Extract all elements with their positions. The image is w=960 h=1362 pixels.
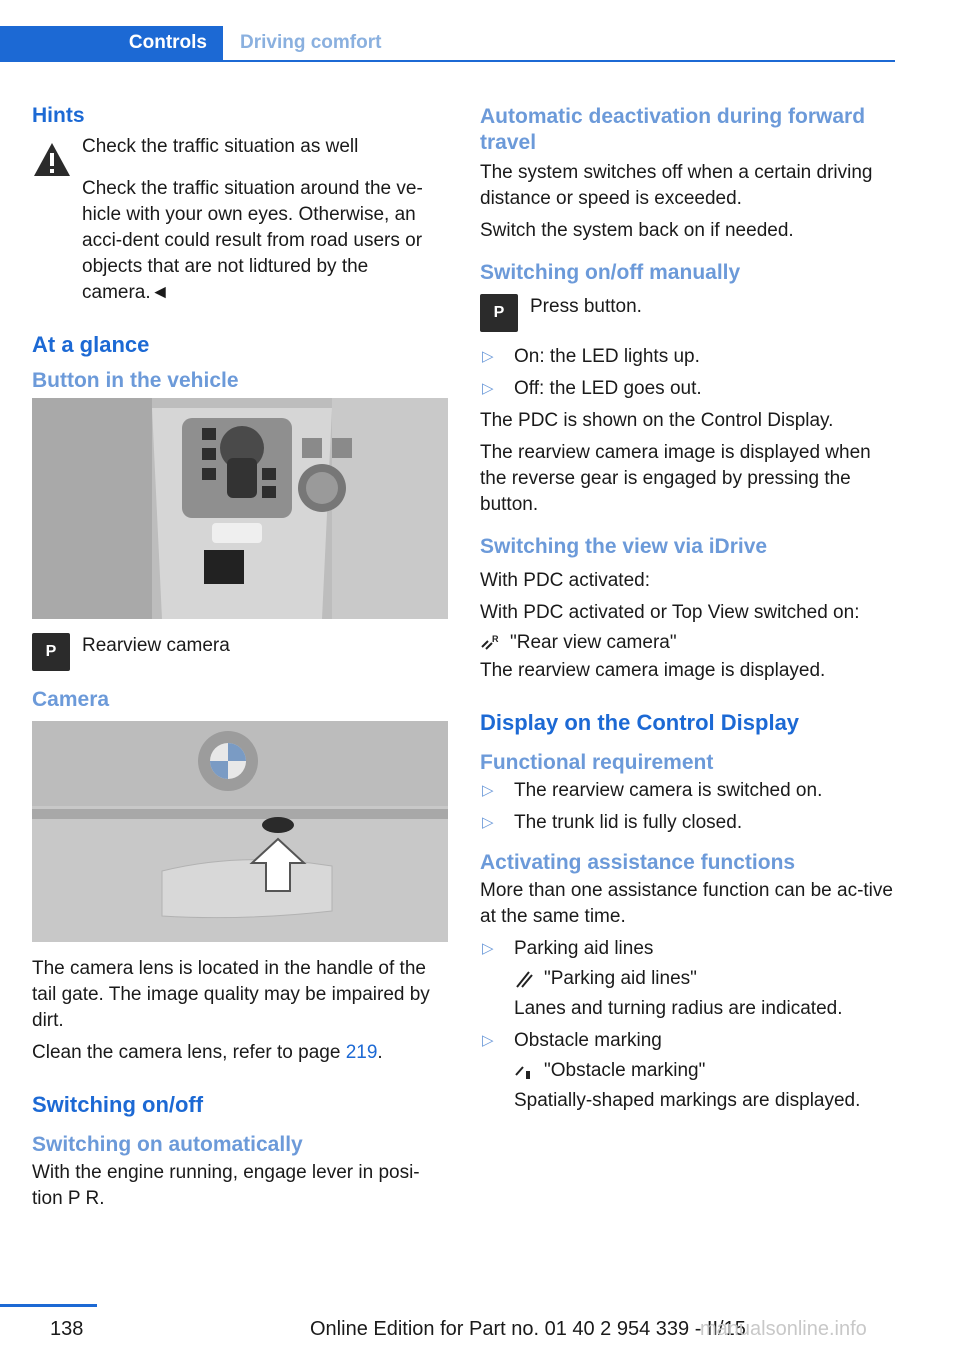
list-item: ▷ On: the LED lights up. — [480, 344, 898, 370]
deactivation-text: The system switches off when a certain driving distance or speed is exceeded. — [480, 162, 873, 209]
switching-on-automatically-heading: Switching on automatically — [32, 1133, 303, 1156]
list-item: ▷ Off: the LED goes out. — [480, 376, 898, 402]
page-number: 138 — [50, 1318, 84, 1340]
obstacle-marking-menu-row: "Obstacle marking" — [514, 1058, 898, 1084]
edition-text: Online Edition for Part no. 01 40 2 954 339 - II/15 — [310, 1318, 746, 1340]
warning-body — [82, 134, 358, 180]
at-a-glance-heading: At a glance — [32, 332, 150, 357]
triangle-bullet-icon: ▷ — [482, 782, 494, 799]
triangle-bullet-icon: ▷ — [482, 1032, 494, 1049]
rearview-camera-label: Rearview camera — [82, 635, 230, 656]
triangle-bullet-icon: ▷ — [482, 940, 494, 957]
right-column — [480, 100, 898, 1120]
switch-back-text: Switch the system back on if needed. — [480, 220, 794, 241]
warning-block — [32, 134, 448, 180]
triangle-bullet-icon: ▷ — [482, 814, 494, 831]
pdc-camera-button-icon: P — [480, 294, 518, 332]
switching-view-heading: Switching the view via iDrive — [480, 535, 768, 558]
camera-heading: Camera — [32, 688, 110, 711]
auto-switch-text: With the engine running, engage lever in posi-tion P R. — [32, 1162, 420, 1209]
left-column — [32, 100, 448, 1218]
more-than-one-text: More than one assistance function can be ac-tive at the same time. — [480, 880, 893, 927]
parking-aid-lines-menu-row: "Parking aid lines" — [514, 966, 898, 992]
parking-aid-lines-icon — [514, 969, 534, 989]
pdc-camera-button-icon: P — [32, 633, 70, 671]
rear-view-camera-menu-row — [480, 632, 898, 654]
center-console-photo — [32, 398, 448, 619]
pdc-activated-text: With PDC activated: — [480, 570, 650, 591]
led-status-list — [480, 344, 898, 402]
camera-lens-text: The camera lens is located in the handle of the tail gate. The image quality may be impaired by dirt. — [32, 958, 430, 1031]
warning-text: Check the traffic situation around the ve-hicle with your own eyes. Otherwise, an acci-dent could result from road users or objects that are not lidtured by the camera.◄ — [82, 178, 423, 303]
list-item: ▷ The trunk lid is fully closed. — [480, 810, 898, 836]
triangle-bullet-icon: ▷ — [482, 380, 494, 397]
assistance-list — [480, 936, 898, 1114]
activating-assistance-heading: Activating assistance functions — [480, 851, 796, 874]
functional-requirement-heading: Functional requirement — [480, 751, 714, 774]
header-tabbar — [0, 26, 895, 62]
svg-text:R: R — [492, 634, 499, 644]
warning-triangle-icon — [32, 140, 72, 180]
switching-manually-heading: Switching on/off manually — [480, 261, 741, 284]
rear-view-camera-menu-text: "Rear view camera" — [510, 632, 677, 653]
hints-heading: Hints — [32, 104, 85, 127]
auto-deactivation-heading: Automatic deactivation during forward travel — [480, 105, 866, 154]
press-button-text: Press button. — [530, 296, 642, 317]
page-reference-link[interactable]: 219 — [345, 1042, 378, 1063]
tab-driving-comfort[interactable]: Driving comfort — [240, 32, 382, 53]
watermark: manualsonline.info — [700, 1318, 867, 1340]
header-rule — [0, 60, 895, 62]
list-item: ▷ The rearview camera is switched on. — [480, 778, 898, 804]
tab-controls[interactable]: Controls — [0, 26, 223, 60]
rear-view-camera-icon — [480, 633, 500, 653]
display-on-control-display-heading: Display on the Control Display — [480, 710, 800, 735]
rearview-camera-button-row — [32, 633, 448, 671]
rearview-displayed-text: The rearview camera image is displayed when the reverse gear is engaged by pressing the button. — [480, 442, 871, 515]
obstacle-marking-icon — [514, 1061, 534, 1081]
list-item: ▷ Parking aid lines "Parking aid lines" Lanes and turning radius are indicated. — [480, 936, 898, 1022]
requirements-list — [480, 778, 898, 836]
clean-lens-text: Clean the camera lens, refer to page 219. — [32, 1042, 383, 1063]
pdc-or-topview-text: With PDC activated or Top View switched on: — [480, 602, 860, 623]
pdc-shown-text: The PDC is shown on the Control Display. — [480, 410, 834, 431]
list-item: ▷ Obstacle marking "Obstacle marking" Spatially-shaped markings are displayed. — [480, 1028, 898, 1114]
switching-on-off-heading: Switching on/off — [32, 1092, 204, 1117]
image-displayed-text: The rearview camera image is displayed. — [480, 660, 826, 681]
triangle-bullet-icon: ▷ — [482, 348, 494, 365]
press-button-row — [480, 294, 898, 332]
warning-title: Check the traffic situation as well — [82, 136, 359, 157]
tailgate-camera-photo — [32, 721, 448, 942]
footer-rule — [0, 1304, 97, 1307]
button-in-vehicle-heading: Button in the vehicle — [32, 369, 239, 392]
